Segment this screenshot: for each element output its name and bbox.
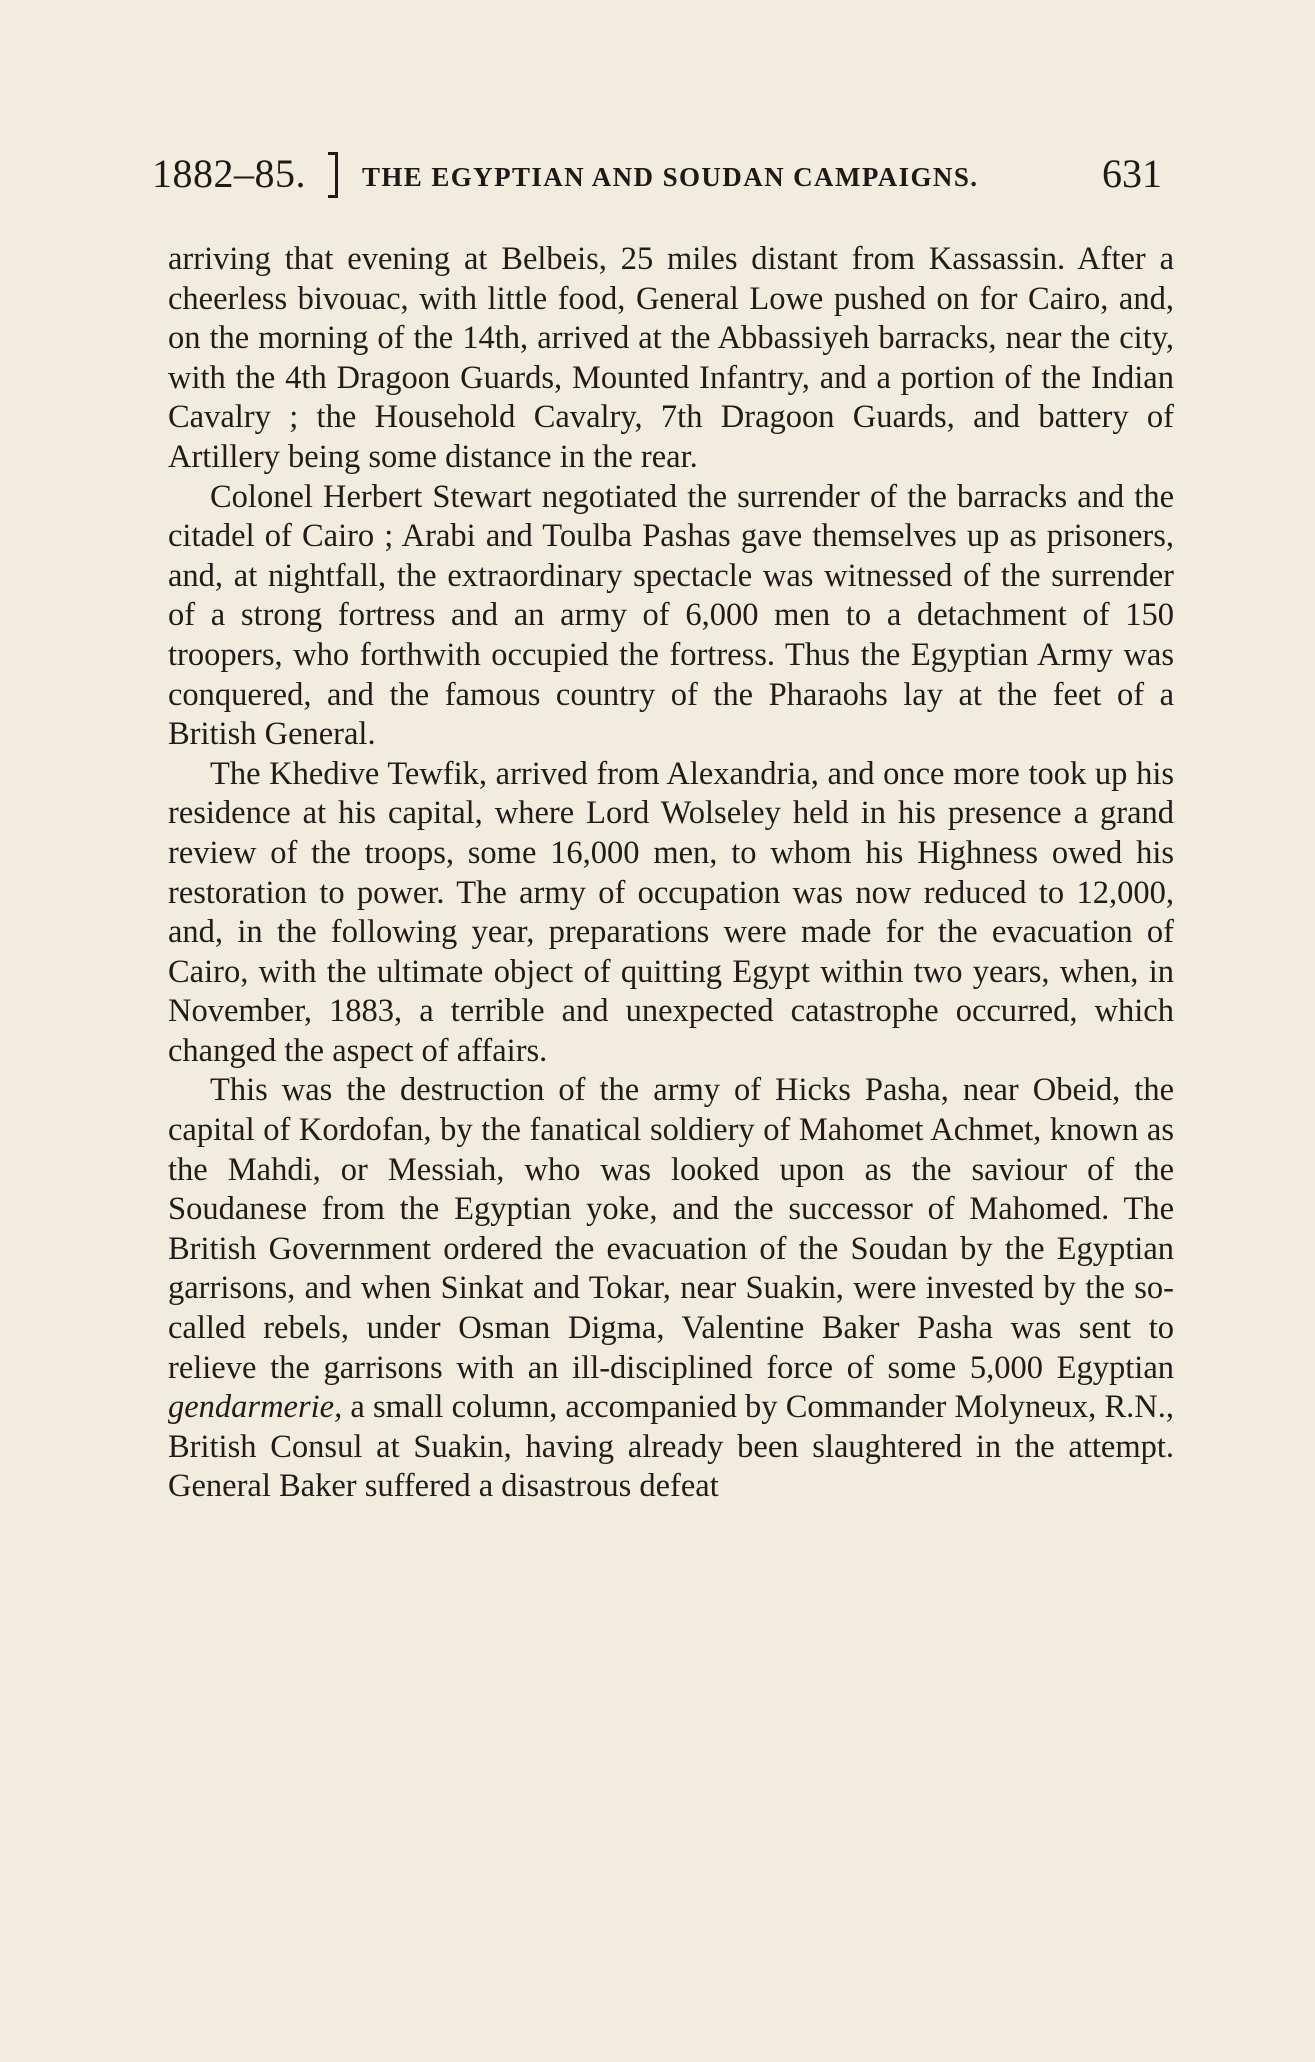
paragraph-4-text-start: This was the destruction of the army of Hicks Pasha, near Obeid, the capital of Kordofan, by the fanatical soldiery of Mahomet Achmet, known as the Mahdi, or Messiah, who was looked upon as the saviour of the Soudanese from the Egyptian yoke, and the successor of Mahomed. The British Government ordered the evacuation of the Soudan by the Egyptian garrisons, and when Sinkat and Tokar, near Suakin, were invested by the so-called rebels, under Osman Digma, Valentine Baker Pasha was sent to relieve the garrisons with an ill-disciplined force of some 5,000 Egyptian — [168, 1072, 1174, 1386]
running-head-years: 1882–85. — [152, 151, 306, 196]
body-text — [168, 240, 1174, 1507]
running-head-bracket — [328, 152, 338, 198]
paragraph-1: arriving that evening at Belbeis, 25 miles distant from Kassassin. After a cheerless bivouac, with little food, General Lowe pushed on for Cairo, and, on the morning of the 14th, arrived at the Abbassiyeh barracks, near the city, with the 4th Dragoon Guards, Mounted Infantry, and a portion of the Indian Cavalry ; the Household Cavalry, 7th Dragoon Guards, and battery of Artillery being some distance in the rear. — [168, 241, 1174, 475]
italic-term: gendarmerie, — [168, 1389, 343, 1426]
paragraph-4 — [168, 1071, 1174, 1507]
paragraph-2: Colonel Herbert Stewart negotiated the surrender of the barracks and the citadel of Cairo ; Arabi and Toulba Pashas gave themselves up as prisoners, and, at nightfall, the extraordinary spectacle was witnessed of the surrender of a strong fortress and an army of 6,000 men to a detachment of 150 troopers, who forthwith occupied the fortress. Thus the Egyptian Army was conquered, and the famous country of the Pharaohs lay at the feet of a British General. — [168, 478, 1174, 753]
running-head — [152, 150, 1162, 206]
running-head-title: THE EGYPTIAN AND SOUDAN CAMPAIGNS. — [362, 162, 979, 192]
paragraph-3: The Khedive Tewfik, arrived from Alexandria, and once more took up his residence at his capital, where Lord Wolseley held in his presence a grand review of the troops, some 16,000 men, to whom his Highness owed his restoration to power. The army of occupation was now reduced to 12,000, and, in the following year, preparations were made for the evacuation of Cairo, with the ultimate object of quitting Egypt within two years, when, in November, 1883, a terrible and unexpected catastrophe occurred, which changed the aspect of affairs. — [168, 755, 1174, 1069]
paragraph-4-text-end: a small column, accompanied by Commander Molyneux, R.N., British Consul at Suakin, having already been slaughtered in the attempt. General Baker suffered a disastrous defeat — [168, 1389, 1174, 1505]
page-number: 631 — [1102, 151, 1162, 196]
